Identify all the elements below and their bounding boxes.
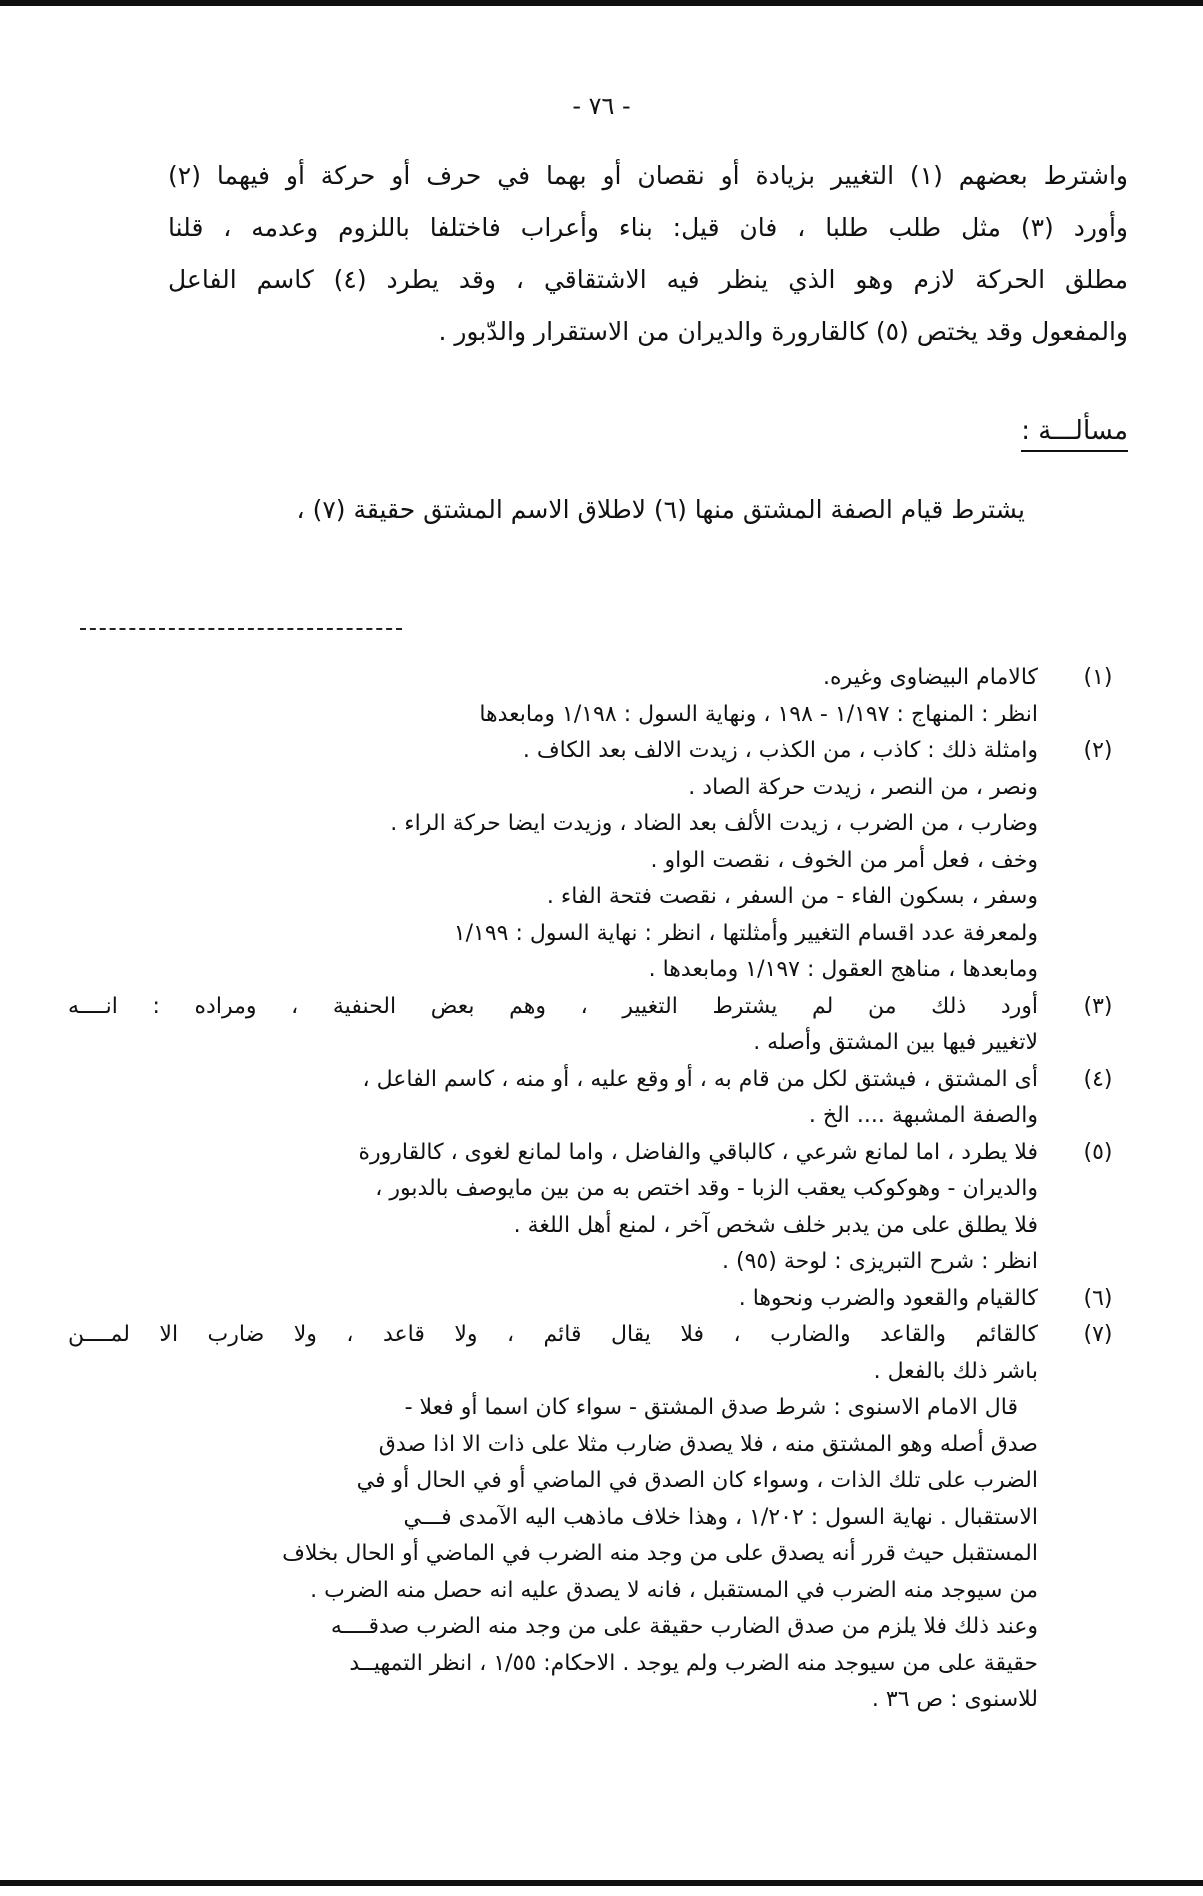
footnote-divider	[80, 628, 402, 630]
footnote-line: لاتغيير فيها بين المشتق وأصله .	[753, 1030, 1038, 1055]
footnote-line: أورد ذلك من لم يشترط التغيير ، وهم بعض الحنفية ، ومراده : انــــه	[68, 993, 1038, 1019]
footnote-3	[68, 989, 1128, 1062]
footnote-2	[68, 733, 1128, 989]
footnote-number: (٦)	[1083, 1285, 1113, 1311]
footnote-line: وخف ، فعل أمر من الخوف ، نقصت الواو .	[650, 847, 1038, 873]
footnote-line: صدق أصله وهو المشتق منه ، فلا يصدق ضارب مثلا على ذات الا اذا صدق	[378, 1431, 1038, 1457]
footnote-line: كالقائم والقاعد والضارب ، فلا يقال قائم ، ولا قاعد ، ولا ضارب الا لمــــن	[68, 1322, 1038, 1347]
footnote-line: كالقيام والقعود والضرب ونحوها .	[738, 1285, 1038, 1311]
main-line: وأورد (٣) مثل طلب طلبا ، فان قيل: بناء وأعراب فاختلفا باللزوم وعدمه ، قلنا	[168, 213, 1128, 242]
footnote-line: وسفر ، بسكون الفاء - من السفر ، نقصت فتحة الفاء .	[546, 884, 1038, 909]
footnote-number: (٣)	[1083, 993, 1113, 1019]
footnote-line: من سيوجد منه الضرب في المستقبل ، فانه لا يصدق عليه انه حصل منه الضرب .	[310, 1577, 1038, 1603]
main-paragraph	[168, 150, 1128, 358]
footnote-line: أى المشتق ، فيشتق لكل من قام به ، أو وقع عليه ، أو منه ، كاسم الفاعل ،	[362, 1066, 1038, 1092]
footnote-number: (٧)	[1083, 1322, 1113, 1347]
section-heading: مسألـــة :	[1021, 416, 1128, 452]
section-statement: يشترط قيام الصفة المشتق منها (٦) لاطلاق الاسم المشتق حقيقة (٧) ،	[296, 495, 1025, 524]
footnote-line: للاسنوى : ص ٣٦ .	[871, 1687, 1038, 1712]
footnote-line: كالامام البيضاوى وغيره.	[823, 665, 1038, 690]
main-line: واشترط بعضهم (١) التغيير بزيادة أو نقصان أو بهما في حرف أو حركة أو فيهما (٢)	[168, 161, 1128, 190]
footnote-4	[68, 1062, 1128, 1135]
footnote-line: ومابعدها ، مناهج العقول : ١/١٩٧ ومابعدها .	[648, 957, 1038, 982]
footnotes	[68, 660, 1128, 1719]
page-number: - ٧٦ -	[572, 92, 631, 120]
footnote-7	[68, 1317, 1128, 1719]
footnote-line: ونصر ، من النصر ، زيدت حركة الصاد .	[688, 774, 1038, 800]
main-line: والمفعول وقد يختص (٥) كالقارورة والديران من الاستقرار والدّبور .	[438, 317, 1128, 346]
footnote-line: حقيقة على من سيوجد منه الضرب ولم يوجد . الاحكام: ١/٥٥ ، انظر التمهيــد	[349, 1650, 1038, 1676]
footnote-line: قال الامام الاسنوى : شرط صدق المشتق - سواء كان اسما أو فعلا -	[404, 1395, 1018, 1420]
footnote-number: (٤)	[1083, 1066, 1113, 1092]
main-line: مطلق الحركة لازم وهو الذي ينظر فيه الاشتقاقي ، وقد يطرد (٤) كاسم الفاعل	[168, 265, 1128, 294]
footnote-line: وعند ذلك فلا يلزم من صدق الضارب حقيقة على من وجد منه الضرب صدقــــه	[330, 1614, 1038, 1639]
footnote-line: الضرب على تلك الذات ، وسواء كان الصدق في الماضي أو في الحال أو في	[356, 1468, 1038, 1493]
footnote-line: وضارب ، من الضرب ، زيدت الألف بعد الضاد ، وزيدت ايضا حركة الراء .	[390, 811, 1038, 836]
footnote-line: المستقبل حيث قرر أنه يصدق على من وجد منه الضرب في الماضي أو الحال بخلاف	[282, 1541, 1038, 1566]
footnote-number: (١)	[1083, 665, 1113, 690]
footnote-line: انظر : المنهاج : ١/١٩٧ - ١٩٨ ، ونهاية السول : ١/١٩٨ ومابعدها	[479, 701, 1038, 727]
footnote-line: باشر ذلك بالفعل .	[873, 1358, 1038, 1384]
footnote-line: وامثلة ذلك : كاذب ، من الكذب ، زيدت الالف بعد الكاف .	[522, 738, 1038, 763]
footnote-number: (٢)	[1083, 738, 1113, 763]
footnote-line: ولمعرفة عدد اقسام التغيير وأمثلتها ، انظر : نهاية السول : ١/١٩٩	[453, 920, 1038, 946]
footnote-1	[68, 660, 1128, 733]
footnote-line: والصفة المشبهة .... الخ .	[808, 1103, 1038, 1128]
footnote-line: الاستقبال . نهاية السول : ١/٢٠٢ ، وهذا خلاف ماذهب اليه الآمدى فـــي	[403, 1504, 1038, 1530]
footnote-6	[68, 1281, 1128, 1318]
footnote-line: والديران - وهوكوكب يعقب الزبا - وقد اختص به من بين مايوصف بالدبور ،	[375, 1176, 1038, 1201]
footnote-number: (٥)	[1083, 1139, 1113, 1165]
footnote-line: انظر : شرح التبريزى : لوحة (٩٥) .	[722, 1249, 1038, 1274]
footnote-line: فلا يطرد ، اما لمانع شرعي ، كالباقي والفاضل ، واما لمانع لغوى ، كالقارورة	[358, 1139, 1038, 1165]
footnote-5	[68, 1135, 1128, 1281]
footnote-line: فلا يطلق على من يدبر خلف شخص آخر ، لمنع أهل اللغة .	[513, 1212, 1038, 1238]
bottom-border	[0, 1880, 1203, 1886]
